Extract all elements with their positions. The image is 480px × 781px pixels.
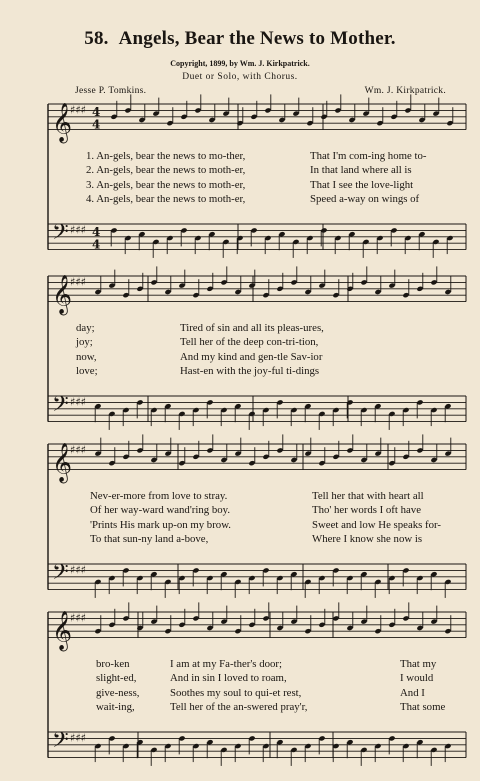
lyric-fragment: love; [76,364,98,377]
lyric-fragment: Tell her of the an-swered pray'r, [170,700,308,713]
lyrics-block [48,322,466,379]
composer-credit: Wm. J. Kirkpatrick. [364,86,446,96]
lyric-fragment: To that sun-ny land a-bove, [90,532,209,545]
lyric-fragment: Sweet and low He speaks for- [312,518,442,531]
key-signature-sharps-icon: ♯♯♯ [70,275,86,289]
lyric-line [48,322,466,336]
lyric-fragment: I would [400,672,434,685]
lyric-line [48,504,466,518]
lyric-line [48,672,466,686]
lyric-fragment: Tho' her words I oft have [312,504,421,517]
lyric-fragment: And I [400,686,425,699]
lyric-fragment: 2. An-gels, bear the news to moth-er, [86,164,246,177]
lyric-fragment: Tell her of the deep con-tri-tion, [180,336,319,349]
lyric-fragment: That I see the love-light [310,178,414,191]
lyric-fragment: day; [76,322,95,334]
lyric-line [48,658,466,672]
hymn-heading [0,28,480,50]
lyric-fragment: That some [400,700,446,713]
key-signature-sharps-icon: ♯♯♯ [70,395,86,409]
lyric-fragment: give-ness, [96,686,140,699]
lyric-fragment: 4. An-gels, bear the news to moth-er, [86,192,246,205]
lyric-line [48,701,466,715]
lyric-fragment: Hast-en with the joy-ful ti-dings [180,364,320,377]
lyrics-block [48,150,466,207]
lyric-fragment: That I'm com-ing home to- [310,150,427,162]
lyric-fragment: Of her way-ward wand'ring boy. [90,504,231,517]
treble-clef-icon: 𝄞 [52,274,73,315]
time-signature-icon: 4 [92,104,101,119]
lyric-fragment: Soothes my soul to qui-et rest, [170,686,302,699]
lyric-line [48,533,466,547]
lyricist-credit: Jesse P. Tomkins. [75,86,147,96]
bass-clef-icon: 𝄢 [52,220,69,251]
lyric-fragment: Tell her that with heart all [312,490,424,502]
lyric-line [48,336,466,350]
lyric-line [48,351,466,365]
lyric-fragment: 3. An-gels, bear the news to moth-er, [86,178,246,191]
hymn-title: Angels, Bear the News to Mother. [118,28,396,49]
lyric-fragment: 1. An-gels, bear the news to mo-ther, [86,150,246,162]
bass-clef-icon: 𝄢 [52,728,69,759]
lyric-fragment: And in sin I loved to roam, [170,672,287,685]
bass-clef-icon: 𝄢 [52,392,69,423]
time-signature-icon: 4 [92,224,101,239]
lyric-fragment: Where I know she now is [312,532,423,545]
lyric-line [48,687,466,701]
lyric-fragment: In that land where all is [310,164,412,177]
treble-clef-icon: 𝄞 [52,442,73,483]
lyric-line [48,365,466,379]
key-signature-sharps-icon: ♯♯♯ [70,611,86,625]
treble-clef-icon: 𝄞 [52,102,73,143]
key-signature-sharps-icon: ♯♯♯ [70,443,86,457]
lyric-fragment: wait-ing, [96,700,135,713]
lyric-line [48,519,466,533]
hymn-number: 58. [84,28,109,49]
lyric-fragment: Nev-er-more from love to stray. [90,490,228,502]
lyric-line [48,150,466,164]
arrangement-note: Duet or Solo, with Chorus. [182,72,298,82]
lyric-fragment: slight-ed, [96,672,137,685]
key-signature-sharps-icon: ♯♯♯ [70,103,86,117]
lyric-fragment: joy; [76,336,93,349]
music-system [48,612,466,762]
key-signature-sharps-icon: ♯♯♯ [70,731,86,745]
lyric-fragment: 'Prints His mark up-on my brow. [90,518,231,531]
lyric-fragment: now, [76,350,97,363]
lyric-fragment: Speed a-way on wings of [310,192,420,205]
lyric-line [48,164,466,178]
lyric-fragment: That my [400,658,437,670]
music-system [48,444,466,594]
lyric-fragment: And my kind and gen-tle Sav-ior [180,350,323,363]
key-signature-sharps-icon: ♯♯♯ [70,223,86,237]
lyric-fragment: Tired of sin and all its pleas-ures, [180,322,324,334]
lyric-line [48,193,466,207]
time-signature-icon: 4 [92,237,101,252]
music-system [48,104,466,254]
bass-staff [48,224,466,250]
time-signature-icon: 4 [92,117,101,132]
copyright-notice: Copyright, 1899, by Wm. J. Kirkpatrick. [170,59,310,68]
music-system [48,276,466,426]
treble-clef-icon: 𝄞 [52,610,73,651]
treble-staff [48,276,466,302]
lyric-line [48,179,466,193]
lyric-fragment: bro-ken [96,658,130,670]
lyric-fragment: I am at my Fa-ther's door; [170,658,282,670]
lyrics-block [48,490,466,547]
lyric-line [48,490,466,504]
key-signature-sharps-icon: ♯♯♯ [70,563,86,577]
lyrics-block [48,658,466,715]
bass-clef-icon: 𝄢 [52,560,69,591]
